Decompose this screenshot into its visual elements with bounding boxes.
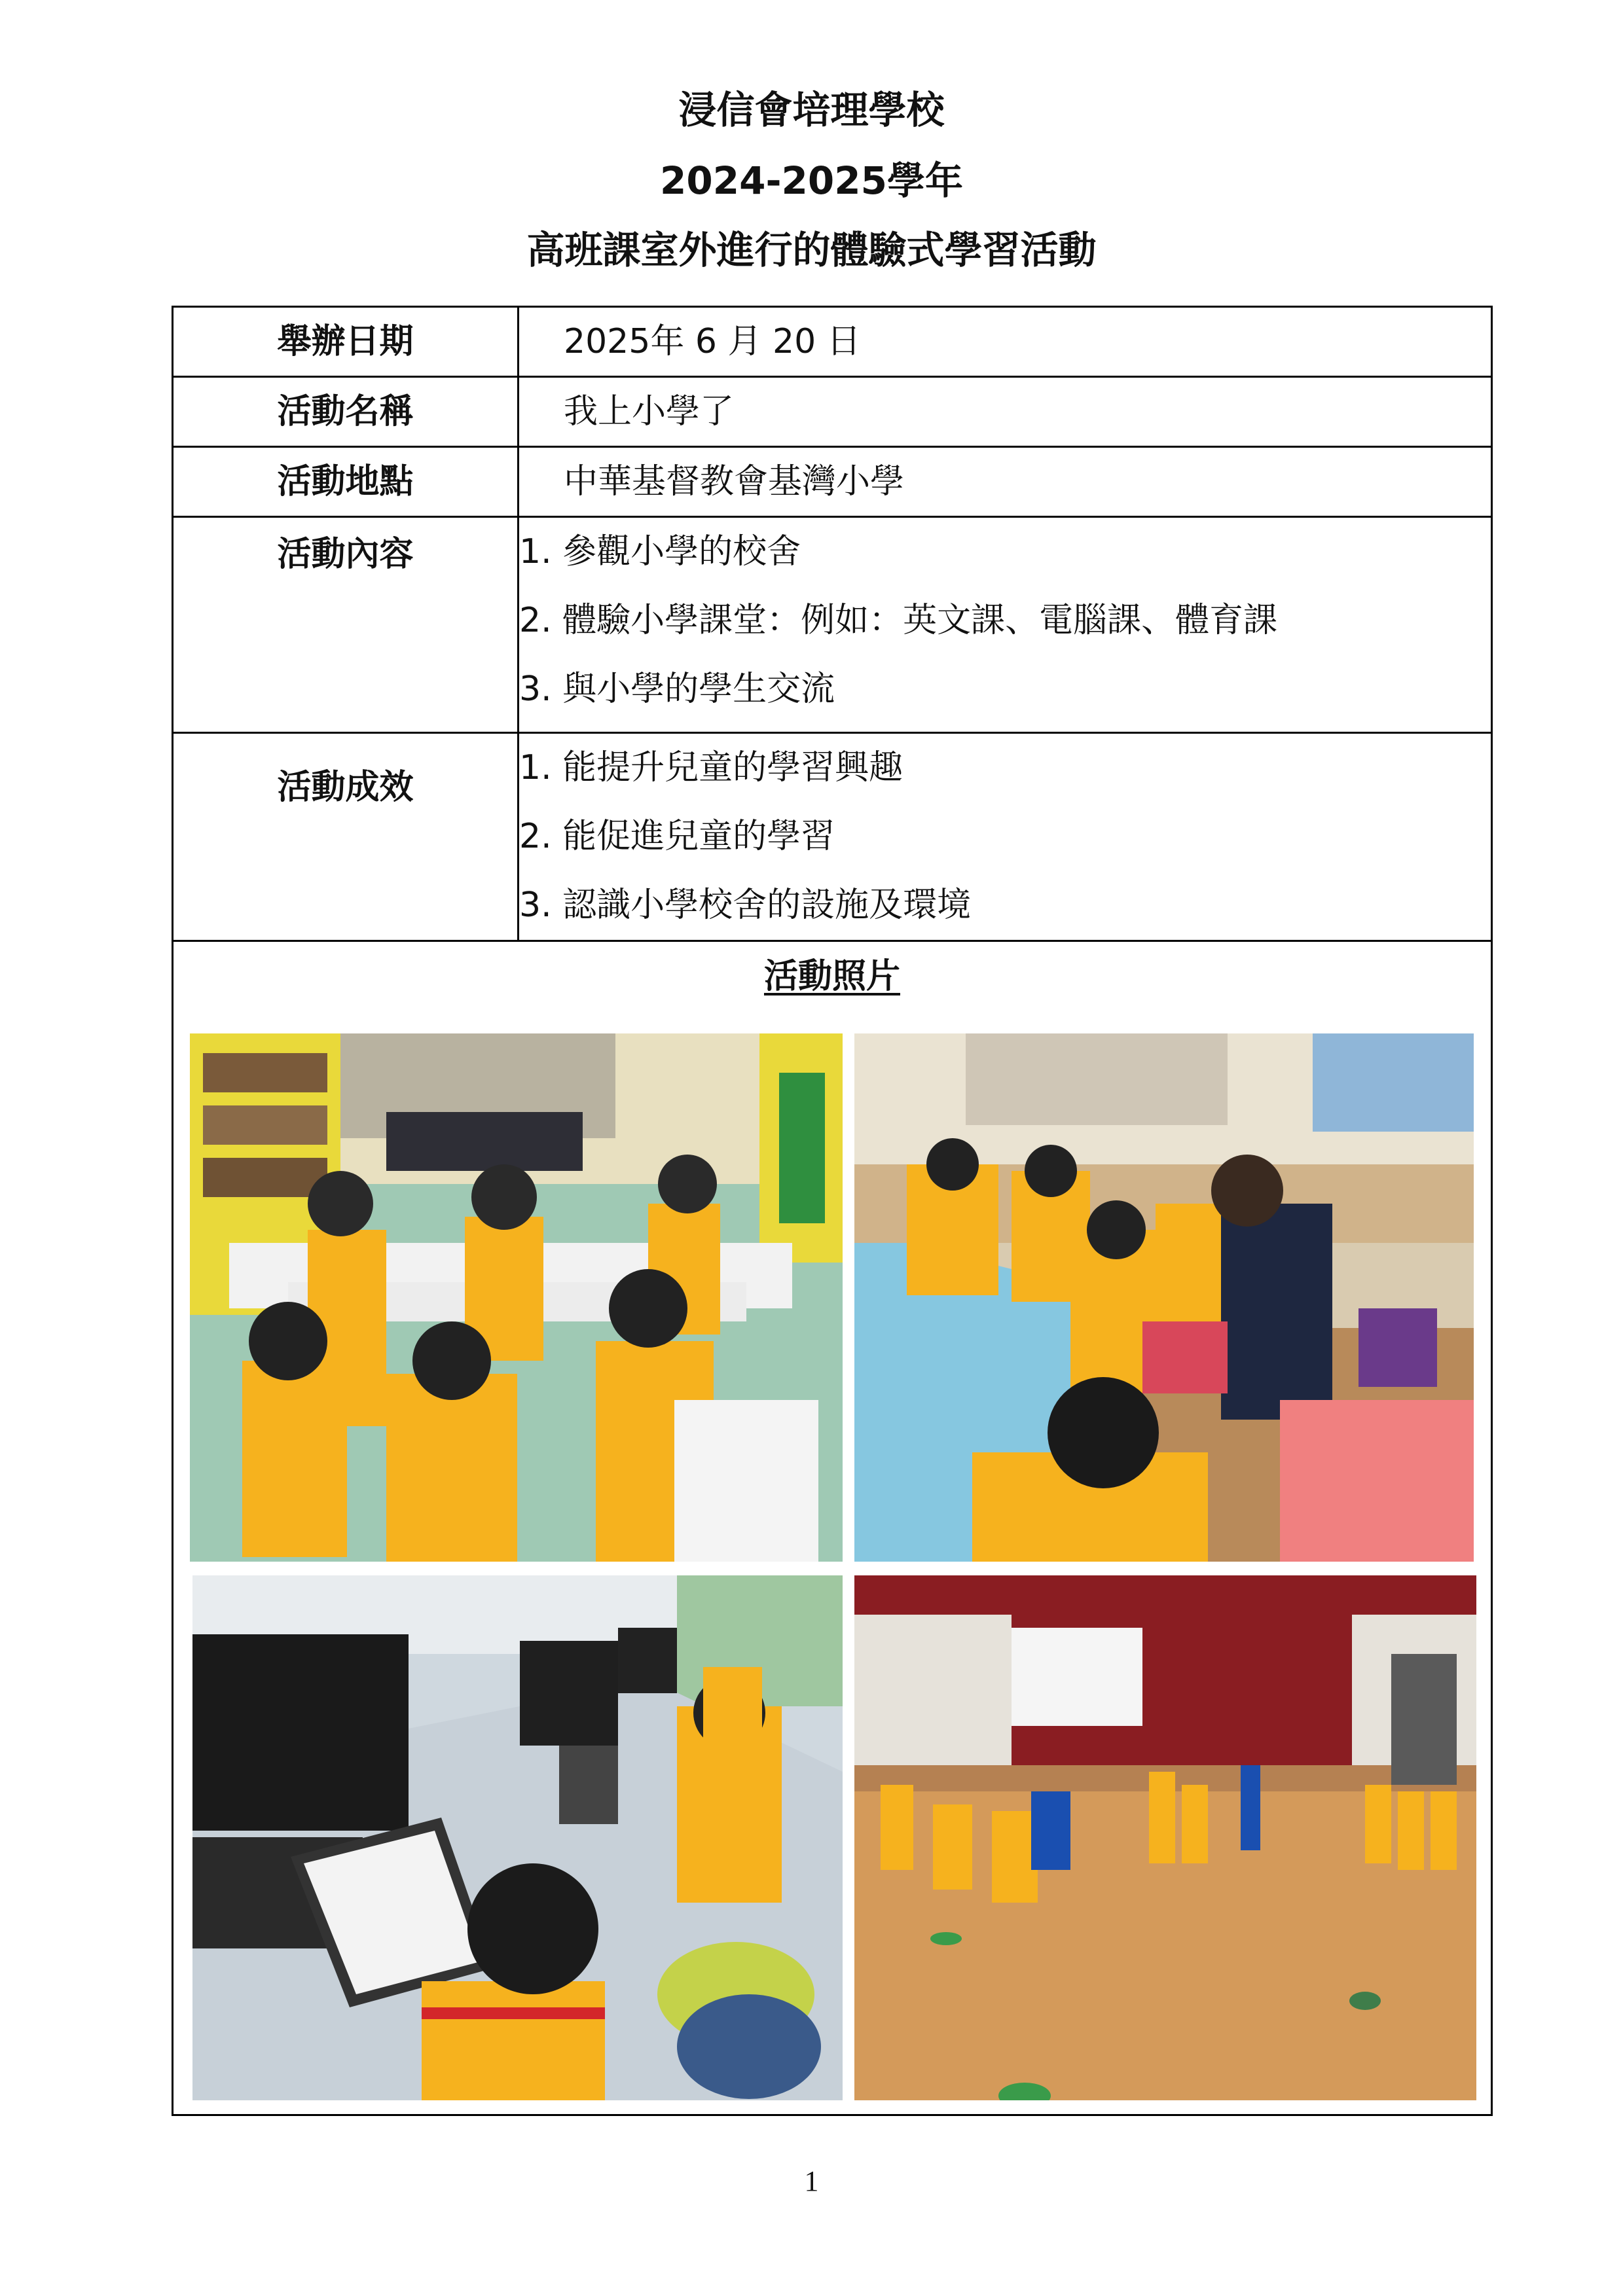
content-label: 活動內容 [277, 535, 414, 574]
location-label: 活動地點 [277, 462, 414, 501]
row-photos [173, 941, 1492, 2115]
school-year: 2024-2025學年 [660, 158, 963, 203]
effect-item: 1. 能提升兒童的學習興趣 [519, 748, 903, 787]
photo-hall-pe-lesson [854, 1575, 1476, 2100]
photo-library-children [190, 1033, 843, 1562]
name-label: 活動名稱 [277, 392, 414, 431]
row-effect [173, 733, 1492, 941]
photos-heading: 活動照片 [763, 957, 900, 996]
activity-table [172, 306, 1493, 2116]
date-value: 2025年 6 月 20 日 [564, 322, 861, 361]
content-item: 1. 參觀小學的校舍 [519, 532, 801, 571]
date-label: 舉辦日期 [277, 322, 414, 361]
row-content [173, 517, 1492, 733]
effect-item: 2. 能促進兒童的學習 [519, 817, 835, 856]
row-date [173, 307, 1492, 377]
document-subtitle: 高班課室外進行的體驗式學習活動 [526, 228, 1097, 272]
photo-computer-lesson [192, 1575, 843, 2100]
content-item: 3. 與小學的學生交流 [519, 670, 835, 709]
photo-classroom-interaction [854, 1033, 1474, 1562]
content-item: 2. 體驗小學課堂：例如：英文課、電腦課、體育課 [519, 601, 1278, 640]
effect-label: 活動成效 [277, 768, 414, 807]
name-value: 我上小學了 [564, 392, 735, 431]
location-value: 中華基督教會基灣小學 [564, 462, 905, 501]
school-title: 浸信會培理學校 [678, 88, 945, 132]
page-number: 1 [804, 2165, 819, 2197]
row-location [173, 447, 1492, 517]
effect-item: 3. 認識小學校舍的設施及環境 [519, 886, 972, 925]
row-name [173, 377, 1492, 447]
